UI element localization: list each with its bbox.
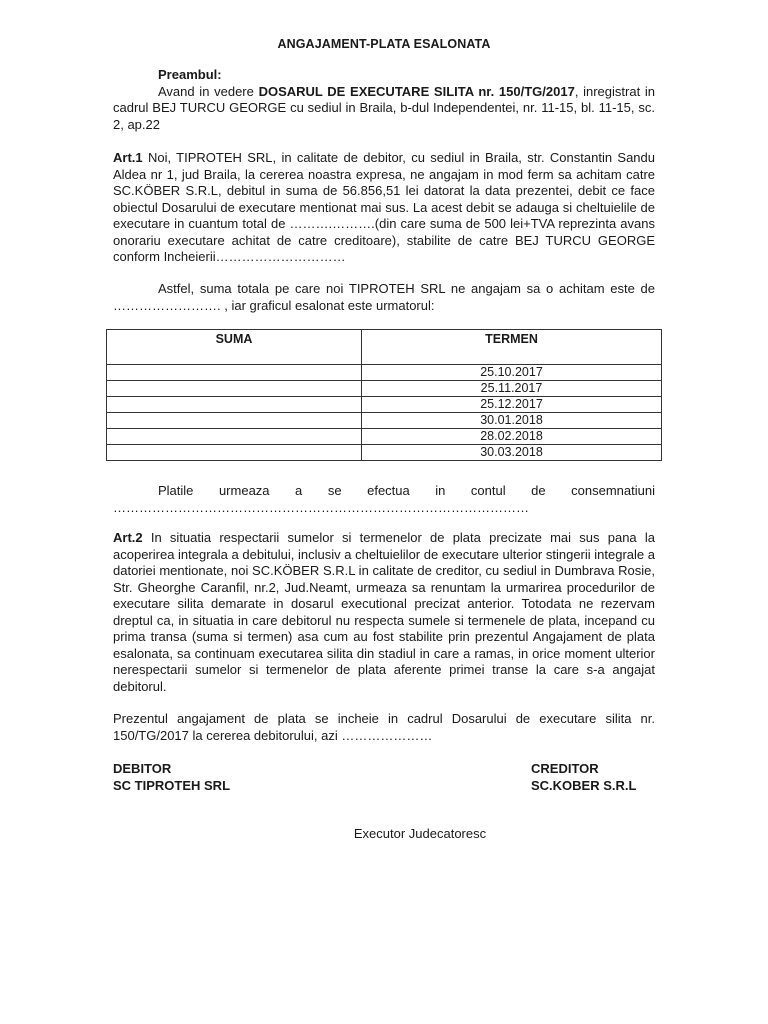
art1-text: Noi, TIPROTEH SRL, in calitate de debitor, cu sediul in Braila, str. Constantin Sandu Aldea nr 1, jud Braila, la cererea noastra expresa, ne angajam in mod ferm sa achitam catre SC.KÖBER S.R.L, debitul in suma de 56.856,51 lei datorat la data prezentei, debit ce face obiectul Dosarului de executare mentionat mai sus. La acest debit se adauga si cheltuielile de executare in cuantum total de ……….……….(din care suma de 500 lei+TVA reprezinta avans onorariu executare achitat de catre creditoare), stabilite de catre BEJ TURCU GEORGE conform Incheierii…………………………	[113, 150, 655, 264]
table-header-row	[107, 330, 662, 365]
creditor-signature-block	[531, 760, 636, 794]
termen-cell: 25.12.2017	[362, 397, 662, 413]
termen-cell: 25.11.2017	[362, 381, 662, 397]
table-row	[107, 429, 662, 445]
debitor-label: DEBITOR	[113, 761, 172, 776]
creditor-name: SC.KOBER S.R.L	[531, 778, 637, 793]
document-title: ANGAJAMENT-PLATA ESALONATA	[277, 37, 491, 51]
creditor-label: CREDITOR	[531, 761, 599, 776]
table-row	[107, 365, 662, 381]
table-row	[107, 381, 662, 397]
art2-paragraph	[113, 530, 655, 695]
payments-section	[113, 483, 655, 516]
suma-cell	[107, 413, 362, 429]
column-header-suma: SUMA	[107, 330, 362, 365]
closing-paragraph: Prezentul angajament de plata se incheie in cadrul Dosarului de executare silita nr. 150/TG/2017 la cererea debitorului, azi …………………	[113, 711, 655, 743]
art1-label: Art.1	[113, 150, 143, 165]
preamble-text-suffix: , inregistrat in cadrul BEJ TURCU GEORGE cu sediul in Braila, b-dul Independentei, nr. 11-15, bl. 11-15, sc. 2, ap.22	[113, 83, 655, 132]
preamble-text-prefix: Avand in vedere	[158, 83, 259, 99]
suma-cell	[107, 381, 362, 397]
preamble-paragraph	[113, 84, 655, 134]
art1-paragraph	[113, 150, 655, 266]
dosar-reference: DOSARUL DE EXECUTARE SILITA nr. 150/TG/2017	[258, 83, 575, 99]
debitor-signature-block	[113, 760, 230, 794]
suma-cell	[107, 445, 362, 461]
preamble-heading: Preambul:	[158, 67, 222, 82]
executor-label: Executor Judecatoresc	[353, 826, 487, 841]
suma-cell	[107, 365, 362, 381]
preamble-section	[113, 67, 655, 133]
art1-total-paragraph: Astfel, suma totala pe care noi TIPROTEH SRL ne angajam sa o achitam este de ……………………. , iar graficul esalonat este urmatorul:	[113, 281, 655, 313]
art2-text: In situatia respectarii sumelor si termenelor de plata precizate mai sus pana la acoperirea integrala a debitului, inclusiv a cheltuielilor de executare ulterior stingerii integrale a datoriei mentionate, noi SC.KÖBER S.R.L in calitate de creditor, cu sediul in Dumbrava Rosie, Str. Gheorghe Caranfil, nr.2, Jud.Neamt, urmeaza sa renuntam la urmarirea procedurilor de executare silita demarate in dosarul executional precizat anterior. Totodata ne rezervam dreptul ca, in situatia in care debitorul nu respecta sumele si termenele de plata, incepand cu prima transa (suma si termen) asa cum au fost stabilite prin prezentul Angajament de plata esalonata, sa continuam executarea silita din stadiul in care a ramas, in orice moment ulterior nerespectarii sumelor si termenelor de plata aferente primei transe la care s-a angajat debitorul.	[113, 530, 655, 694]
art2-label: Art.2	[113, 530, 143, 545]
suma-cell	[107, 397, 362, 413]
termen-cell: 25.10.2017	[362, 365, 662, 381]
payments-line: Platile urmeaza a se efectua in contul de consemnatiuni	[158, 483, 655, 498]
suma-cell	[107, 429, 362, 445]
payment-schedule-table	[106, 329, 662, 461]
table-row	[107, 397, 662, 413]
column-header-termen: TERMEN	[362, 330, 662, 365]
termen-cell: 30.01.2018	[362, 413, 662, 429]
payments-account-line: ……………………………………………………………………………………	[113, 499, 529, 515]
termen-cell: 30.03.2018	[362, 445, 662, 461]
table-row	[107, 413, 662, 429]
termen-cell: 28.02.2018	[362, 429, 662, 445]
table-row	[107, 445, 662, 461]
debitor-name: SC TIPROTEH SRL	[113, 778, 231, 793]
